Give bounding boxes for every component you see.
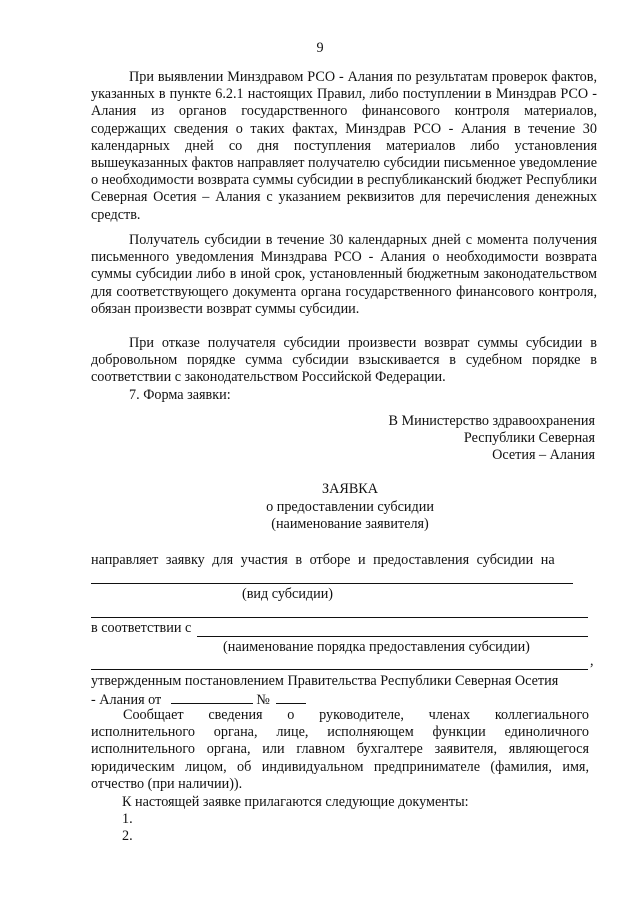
- subsidy-type-field-line-2[interactable]: [91, 617, 588, 618]
- procedure-name-field[interactable]: [197, 636, 588, 637]
- accordance-prefix: в соответствии с: [91, 620, 192, 636]
- subsidy-type-caption: (вид субсидии): [242, 586, 334, 602]
- form-subtitle: о предоставлении субсидии: [266, 499, 434, 515]
- number-field[interactable]: [276, 690, 306, 704]
- paragraph-recipient-obligation: Получатель субсидии в течение 30 календарных дней с момента получения письменного уведомления Минздрава РСО - Алания о необходимости возврата суммы субсидии либо в иной срок, установленный бюджетным законодательством для соответствующего документа органа государственного финансового контроля, обязан произвести возврат суммы субсидии.: [91, 232, 597, 317]
- info-paragraph: Сообщает сведения о руководителе, членах коллегиального исполнительного органа, лице, исполняющем функции единоличного исполнительного органа, или главном бухгалтере заявителя, являющегося юридическим лицом, об индивидуальном предпринимателе (фамилия, имя, отчество (при наличии)).: [91, 707, 589, 792]
- paragraph-detection-of-violations: При выявлении Минздравом РСО - Алания по результатам проверок фактов, указанных в пункте 6.2.1 настоящих Правил, либо поступлении в Минздрав РСО - Алания из органов государственного финансового контроля материалов, содержащих сведения о таких фактах, Минздрав РСО - Алания в течение 30 календарных дней со дня поступления материалов либо установления вышеуказанных фактов направляет получателю субсидии письменное уведомление о необходимости возврата суммы субсидии в республиканский бюджет Республики Северная Осетия – Алания с указанием реквизитов для перечисления денежных средств.: [91, 69, 597, 223]
- form-title: ЗАЯВКА: [322, 481, 378, 497]
- form-heading: 7. Форма заявки:: [129, 387, 231, 403]
- subsidy-type-field[interactable]: [91, 583, 573, 584]
- date-prefix: - Алания от: [91, 692, 162, 708]
- number-sign: №: [256, 692, 270, 708]
- attachments-intro: К настоящей заявке прилагаются следующие документы:: [122, 794, 469, 810]
- addressee-block: [388, 413, 595, 465]
- addressee-line-1: В Министерство здравоохранения: [388, 413, 595, 429]
- attachment-item-1: 1.: [122, 811, 133, 827]
- procedure-name-field-line-2[interactable]: [91, 669, 588, 670]
- submits-line: направляет заявку для участия в отборе и предоставления субсидии на: [91, 552, 555, 568]
- addressee-line-3: Осетия – Алания: [492, 447, 595, 464]
- page-number: 9: [316, 40, 324, 56]
- approved-line: утвержденным постановлением Правительства Республики Северная Осетия: [91, 673, 559, 689]
- trailing-comma: ,: [590, 653, 594, 669]
- addressee-line-2: Республики Северная: [463, 430, 595, 447]
- paragraph-refusal-recovery: При отказе получателя субсидии произвести возврат суммы субсидии в добровольном порядке сумма субсидии взыскивается в судебном порядке в соответствии с законодательством Российской Федерации.: [91, 335, 597, 386]
- applicant-caption: (наименование заявителя): [271, 516, 429, 532]
- procedure-caption: (наименование порядка предоставления субсидии): [223, 639, 530, 655]
- date-field[interactable]: [171, 690, 253, 704]
- attachment-item-2: 2.: [122, 828, 133, 844]
